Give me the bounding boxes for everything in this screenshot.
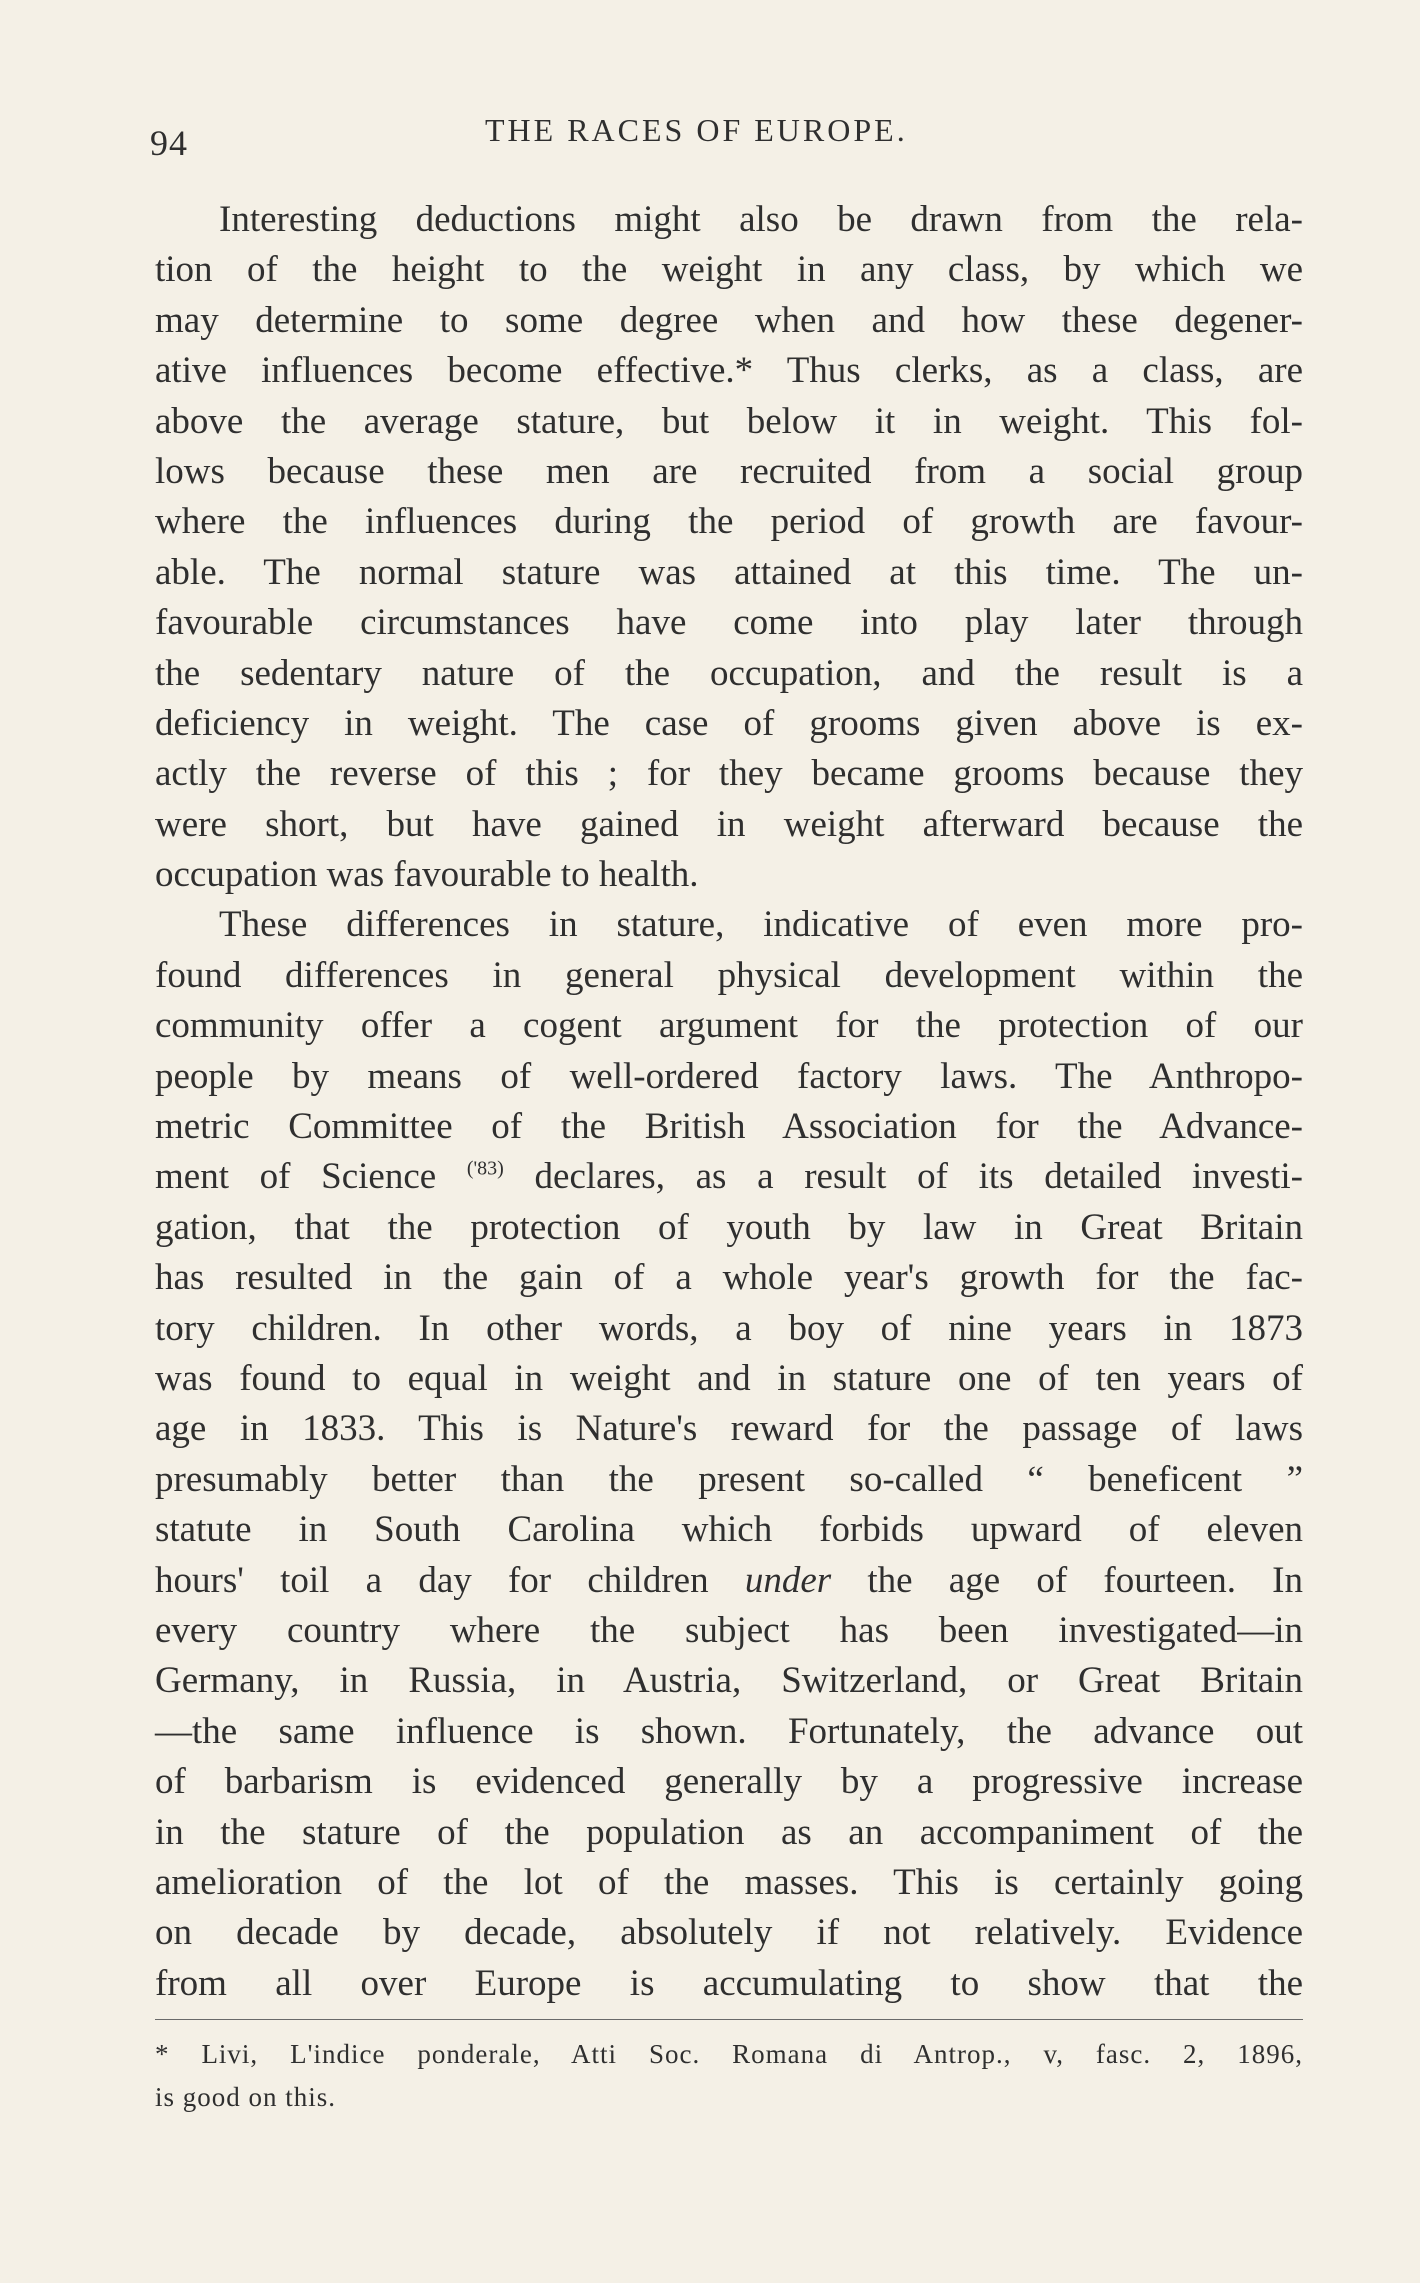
running-head: THE RACES OF EUROPE. bbox=[485, 112, 908, 148]
text-line bbox=[155, 1556, 1303, 1606]
text-line: found differences in general physical development within the bbox=[155, 954, 1303, 996]
text-line: has resulted in the gain of a whole year's growth for the fac- bbox=[155, 1257, 1303, 1299]
text-line: able. The normal stature was attained at this time. The un- bbox=[155, 551, 1303, 593]
text-segment: declares, as a result of its detailed investi- bbox=[534, 1156, 1304, 1198]
footnote-line: * Livi, L'indice ponderale, Atti Soc. Romana di Antrop., v, fasc. 2, 1896, bbox=[155, 2039, 1303, 2069]
text-line: people by means of well-ordered factory laws. The Anthropo- bbox=[155, 1055, 1303, 1097]
text-line: favourable circumstances have come into play later through bbox=[155, 602, 1303, 644]
text-line: metric Committee of the British Association for the Advance- bbox=[155, 1106, 1303, 1148]
text-segment: ment of Science bbox=[155, 1156, 437, 1198]
footnote-rule bbox=[155, 2019, 1303, 2020]
text-line: age in 1833. This is Nature's reward for the passage of laws bbox=[155, 1408, 1303, 1450]
text-line: of barbarism is evidenced generally by a progressive increase bbox=[155, 1761, 1303, 1803]
text-segment: hours' toil a day for children bbox=[155, 1559, 709, 1601]
text-line: Interesting deductions might also be drawn from the rela- bbox=[219, 199, 1303, 240]
italic-word: under bbox=[744, 1559, 832, 1601]
text-line: ative influences become effective.* Thus clerks, as a class, are bbox=[155, 350, 1303, 392]
footnote bbox=[155, 2033, 1303, 2119]
text-line: may determine to some degree when and how these degener- bbox=[155, 299, 1303, 341]
text-line: occupation was favourable to health. bbox=[155, 854, 699, 896]
text-line: the sedentary nature of the occupation, and the result is a bbox=[155, 652, 1303, 694]
text-line: were short, but have gained in weight afterward because the bbox=[155, 803, 1303, 845]
text-line: where the influences during the period of growth are favour- bbox=[155, 501, 1303, 543]
text-line: presumably better than the present so-called “ beneficent ” bbox=[155, 1458, 1303, 1500]
text-line: tion of the height to the weight in any class, by which we bbox=[155, 249, 1303, 291]
text-line: above the average stature, but below it in weight. This fol- bbox=[155, 400, 1303, 442]
text-line: in the stature of the population as an accompaniment of the bbox=[155, 1811, 1303, 1853]
text-line: on decade by decade, absolutely if not relatively. Evidence bbox=[155, 1912, 1303, 1954]
text-line: These differences in stature, indicative of even more pro- bbox=[219, 904, 1303, 946]
text-line: was found to equal in weight and in stature one of ten years of bbox=[155, 1357, 1303, 1399]
text-line bbox=[155, 1152, 1303, 1202]
page-number: 94 bbox=[150, 123, 188, 163]
text-segment: the age of fourteen. In bbox=[867, 1559, 1303, 1601]
body-text bbox=[155, 195, 1303, 2009]
text-line: tory children. In other words, a boy of nine years in 1873 bbox=[155, 1307, 1303, 1349]
text-line: statute in South Carolina which forbids upward of eleven bbox=[155, 1509, 1303, 1551]
text-line: Germany, in Russia, in Austria, Switzerland, or Great Britain bbox=[155, 1660, 1303, 1702]
text-line: community offer a cogent argument for the protection of our bbox=[155, 1005, 1303, 1047]
footnote-reference: ('83) bbox=[466, 1158, 504, 1181]
footnote-line: is good on this. bbox=[155, 2082, 337, 2112]
text-line: amelioration of the lot of the masses. This is certainly going bbox=[155, 1861, 1303, 1903]
text-line: lows because these men are recruited from a social group bbox=[155, 450, 1303, 492]
text-line: from all over Europe is accumulating to show that the bbox=[155, 1962, 1303, 2004]
text-line: every country where the subject has been investigated—in bbox=[155, 1609, 1303, 1651]
text-line: —the same influence is shown. Fortunately, the advance out bbox=[155, 1710, 1303, 1752]
text-line: deficiency in weight. The case of grooms given above is ex- bbox=[155, 702, 1303, 744]
text-line: actly the reverse of this ; for they became grooms because they bbox=[155, 753, 1303, 795]
text-line: gation, that the protection of youth by law in Great Britain bbox=[155, 1206, 1303, 1248]
